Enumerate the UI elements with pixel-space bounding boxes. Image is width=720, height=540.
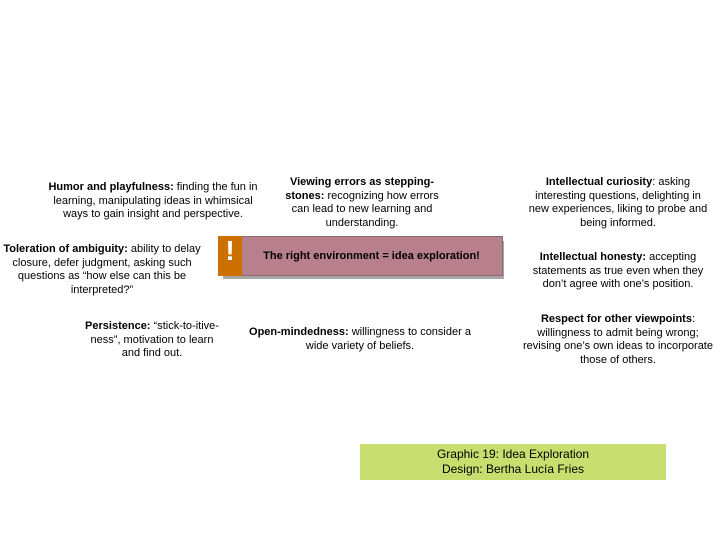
trait-text: recognizing how errors can lead to new learning and understanding. bbox=[291, 189, 439, 229]
trait-title: Intellectual honesty: bbox=[539, 251, 647, 263]
trait-text: ability to delay closure, defer judgment, asking such questions as “how else can this be interpreted?” bbox=[12, 243, 201, 296]
trait-title: Respect for other viewpoints bbox=[540, 313, 692, 325]
trait-text: finding the fun in learning, manipulating ideas in whimsical ways to gain insight and perspective. bbox=[53, 181, 258, 220]
trait-humor bbox=[40, 181, 266, 222]
trait-respect bbox=[522, 313, 714, 367]
credit-line-title: Graphic 19: Idea Exploration bbox=[436, 447, 590, 461]
trait-title: Open-mindedness: bbox=[249, 326, 349, 338]
trait-title: Toleration of ambiguity: bbox=[3, 243, 128, 255]
center-label: The right environment = idea exploration! bbox=[263, 250, 480, 262]
trait-text: accepting statements as true even when they don’t agree with one’s position. bbox=[532, 251, 704, 290]
trait-text: : asking interesting questions, delighting in new experiences, liking to probe and being informed. bbox=[528, 176, 708, 229]
trait-curiosity bbox=[525, 176, 711, 230]
trait-honesty bbox=[523, 251, 713, 292]
trait-title: Intellectual curiosity bbox=[545, 176, 653, 188]
credit-box bbox=[360, 444, 666, 480]
trait-ambiguity bbox=[0, 243, 204, 297]
trait-text: willingness to consider a wide variety of beliefs. bbox=[305, 326, 471, 352]
trait-text: : willingness to admit being wrong; revising one’s own ideas to incorporate those of others. bbox=[523, 313, 713, 366]
exclamation-icon: ! bbox=[225, 235, 235, 266]
credit-line-designer: Design: Bertha Lucía Fries bbox=[441, 462, 585, 476]
trait-text: “stick-to-itive-ness”, motivation to learn and find out. bbox=[90, 320, 219, 359]
trait-open-mindedness bbox=[244, 326, 476, 353]
trait-title: Viewing errors as stepping-stones: bbox=[285, 176, 435, 202]
trait-title: Persistence: bbox=[85, 320, 151, 332]
trait-title: Humor and playfulness: bbox=[48, 181, 174, 193]
trait-errors bbox=[281, 176, 443, 230]
trait-persistence bbox=[82, 320, 222, 361]
